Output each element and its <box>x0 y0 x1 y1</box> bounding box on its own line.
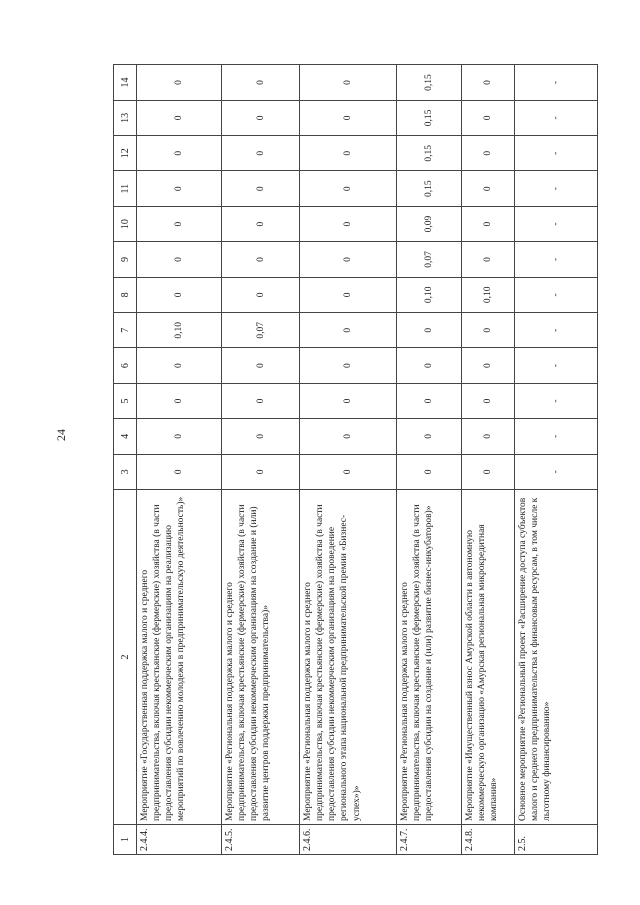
value-cell: - <box>515 206 598 241</box>
value-cell: 0,15 <box>397 136 462 171</box>
value-cell: - <box>515 100 598 135</box>
value-cell: - <box>515 454 598 489</box>
header-cell: 14 <box>114 65 137 100</box>
value-cell: 0 <box>397 454 462 489</box>
value-cell: 0,15 <box>397 171 462 206</box>
value-cell: - <box>515 136 598 171</box>
table-row <box>515 65 598 855</box>
value-cell: 0,09 <box>397 206 462 241</box>
value-cell: 0 <box>137 100 222 135</box>
rotated-table-container <box>113 65 561 855</box>
value-cell: 0 <box>397 419 462 454</box>
value-cell: 0 <box>300 171 397 206</box>
value-cell: 0 <box>300 136 397 171</box>
value-cell: 0,07 <box>222 313 300 348</box>
value-cell: 0 <box>462 383 515 418</box>
value-cell: 0 <box>462 348 515 383</box>
table-row <box>462 65 515 855</box>
value-cell: 0,15 <box>397 100 462 135</box>
value-cell: 0 <box>137 348 222 383</box>
value-cell: 0 <box>300 454 397 489</box>
header-cell: 4 <box>114 419 137 454</box>
value-cell: 0 <box>462 242 515 277</box>
value-cell: 0 <box>137 419 222 454</box>
value-cell: 0 <box>397 313 462 348</box>
value-cell: 0 <box>300 313 397 348</box>
header-cell: 13 <box>114 100 137 135</box>
value-cell: - <box>515 383 598 418</box>
value-cell: 0 <box>222 136 300 171</box>
value-cell: 0,07 <box>397 242 462 277</box>
header-cell: 7 <box>114 313 137 348</box>
table-row <box>222 65 300 855</box>
value-cell: 0 <box>397 383 462 418</box>
header-cell: 9 <box>114 242 137 277</box>
header-cell: 10 <box>114 206 137 241</box>
value-cell: 0 <box>222 454 300 489</box>
value-cell: 0 <box>137 383 222 418</box>
header-cell: 11 <box>114 171 137 206</box>
row-code: 2.4.4. <box>137 825 222 855</box>
value-cell: 0,15 <box>397 65 462 100</box>
value-cell: 0 <box>222 277 300 312</box>
value-cell: 0 <box>300 65 397 100</box>
row-code: 2.5. <box>515 825 598 855</box>
value-cell: 0 <box>300 348 397 383</box>
page-number: 24 <box>54 429 68 441</box>
value-cell: 0 <box>222 100 300 135</box>
table-row <box>397 65 462 855</box>
row-code: 2.4.5. <box>222 825 300 855</box>
value-cell: 0 <box>462 454 515 489</box>
header-cell: 3 <box>114 454 137 489</box>
value-cell: 0 <box>462 206 515 241</box>
value-cell: 0 <box>462 171 515 206</box>
header-row <box>114 65 137 855</box>
value-cell: 0 <box>222 206 300 241</box>
value-cell: 0 <box>137 206 222 241</box>
value-cell: 0 <box>137 136 222 171</box>
table-row <box>300 65 397 855</box>
value-cell: 0 <box>300 419 397 454</box>
header-cell: 12 <box>114 136 137 171</box>
row-description: Мероприятие «Государственная поддержка малого и среднего предпринимательства, включая крестьянские (фермерские) хозяйства (в части предоставления субсидии некоммерческим организациям на реализацию мероприятий по вовлечению молодежи в предпринимательскую деятельность)» <box>137 490 222 825</box>
value-cell: - <box>515 65 598 100</box>
value-cell: 0 <box>222 242 300 277</box>
row-description: Основное мероприятие «Региональный проект «Расширение доступа субъектов малого и среднего предпринимательства к финансовым ресурсам, в том числе к льготному финансированию» <box>515 490 598 825</box>
value-cell: 0 <box>222 383 300 418</box>
value-cell: 0,10 <box>397 277 462 312</box>
value-cell: 0 <box>462 100 515 135</box>
row-code: 2.4.8. <box>462 825 515 855</box>
header-cell: 5 <box>114 383 137 418</box>
value-cell: 0 <box>462 419 515 454</box>
value-cell: 0 <box>222 348 300 383</box>
value-cell: - <box>515 171 598 206</box>
value-cell: - <box>515 277 598 312</box>
value-cell: 0 <box>222 419 300 454</box>
indicators-table <box>113 64 598 855</box>
value-cell: 0 <box>300 242 397 277</box>
value-cell: - <box>515 313 598 348</box>
header-cell: 2 <box>114 490 137 825</box>
value-cell: 0 <box>300 277 397 312</box>
value-cell: 0 <box>462 313 515 348</box>
value-cell: 0 <box>462 136 515 171</box>
value-cell: 0 <box>137 65 222 100</box>
value-cell: 0 <box>137 277 222 312</box>
value-cell: 0 <box>222 65 300 100</box>
row-description: Мероприятие «Региональная поддержка малого и среднего предпринимательства, включая крестьянские (фермерские) хозяйства (в части предоставления субсидии некоммерческим организациям на создание и (или) развитие центров поддержки предпринимательства)» <box>222 490 300 825</box>
value-cell: 0 <box>397 348 462 383</box>
value-cell: - <box>515 419 598 454</box>
row-description: Мероприятие «Региональная поддержка малого и среднего предпринимательства, включая крестьянские (фермерские) хозяйства (в части предоставления субсидии некоммерческим организациям на проведение регионального этапа национальной предпринимательской премии «Бизнес-успех»)» <box>300 490 397 825</box>
value-cell: - <box>515 242 598 277</box>
value-cell: 0,10 <box>137 313 222 348</box>
value-cell: 0 <box>137 454 222 489</box>
value-cell: 0 <box>137 242 222 277</box>
value-cell: 0 <box>300 206 397 241</box>
header-cell: 1 <box>114 825 137 855</box>
table-row <box>137 65 222 855</box>
value-cell: 0 <box>137 171 222 206</box>
value-cell: 0 <box>462 65 515 100</box>
row-description: Мероприятие «Региональная поддержка малого и среднего предпринимательства, включая крестьянские (фермерские) хозяйства (в части предоставления субсидии на создание и (или) развитие бизнес-инкубаторов)» <box>397 490 462 825</box>
header-cell: 8 <box>114 277 137 312</box>
value-cell: 0,10 <box>462 277 515 312</box>
row-code: 2.4.7. <box>397 825 462 855</box>
value-cell: 0 <box>300 383 397 418</box>
value-cell: 0 <box>300 100 397 135</box>
header-cell: 6 <box>114 348 137 383</box>
value-cell: - <box>515 348 598 383</box>
row-code: 2.4.6. <box>300 825 397 855</box>
row-description: Мероприятие «Имущественный взнос Амурской области в автономную некоммерческую организацию «Амурская региональная микрокредитная компания» <box>462 490 515 825</box>
value-cell: 0 <box>222 171 300 206</box>
